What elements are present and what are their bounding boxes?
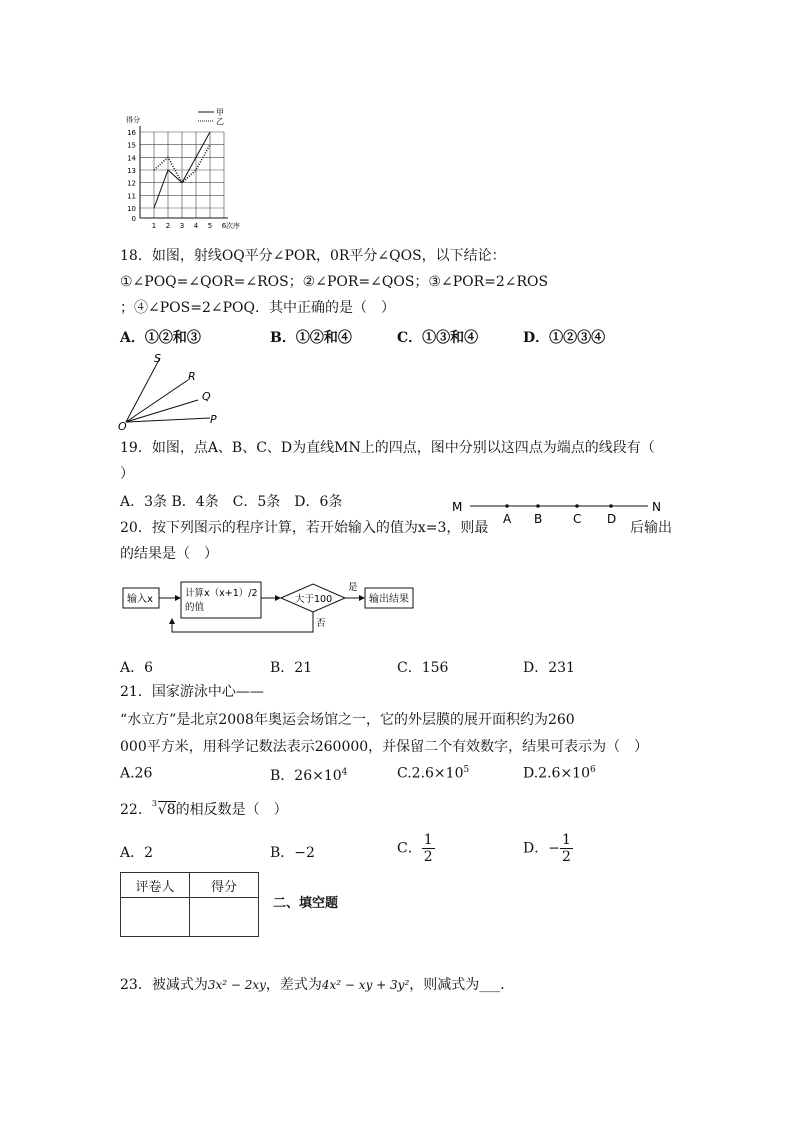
score-table-col1: 评卷人 xyxy=(121,873,190,898)
angle-figure xyxy=(118,352,228,432)
q22-option-a: A．2 xyxy=(120,845,154,861)
y-tick-label: 16 xyxy=(127,129,136,137)
legend-label: 甲 xyxy=(216,108,224,117)
label-m: M xyxy=(452,500,463,514)
flow-compute-2: 的值 xyxy=(185,602,205,613)
q19-options: A．3条 B．4条 C．5条 D．6条 xyxy=(120,494,343,510)
flow-no: 否 xyxy=(316,618,326,629)
q19-line1: 19．如图，点A、B、C、D为直线MN上的四点，图中分别以这四点为端点的线段有（ xyxy=(120,440,655,456)
q20-option-d: D．231 xyxy=(523,660,575,676)
q18-option-d: D．①②③④ xyxy=(523,330,606,346)
x-tick-label: 1 xyxy=(151,222,157,230)
label-q: Q xyxy=(202,390,211,403)
q21-option-b: B．$26\times 10^4$ xyxy=(270,767,348,784)
y-tick-label: 0 xyxy=(131,215,136,223)
section-title: 二、填空题 xyxy=(273,896,339,911)
label-b: B xyxy=(534,512,543,526)
q18-line1: 18．如图，射线OQ平分∠POR，0R平分∠QOS，以下结论： xyxy=(120,248,506,264)
q20-option-c: C．156 xyxy=(397,660,449,676)
q19-line2: ） xyxy=(120,466,134,482)
q18-option-a: A．①②和③ xyxy=(120,330,201,346)
q21-line2: “水立方”是北京2008年奥运会场馆之一，它的外层膜的展开面积约为260 xyxy=(120,712,575,728)
q22-option-d: D．− $\frac{1}{2}$ xyxy=(523,832,571,865)
chart-axes xyxy=(140,126,228,218)
q22-stem: 22． 3 √8的相反数是（ ） xyxy=(120,799,288,818)
y-tick-label: 10 xyxy=(127,205,136,213)
label-p: P xyxy=(210,413,217,426)
q18-line2: ①∠POQ=∠QOR=∠ROS；②∠POR=∠QOS；③∠POR=2∠ROS xyxy=(120,274,549,290)
q23-line: 23．被减式为3x² − 2xy，差式为4x² − xy + 3y²，则减式为___． xyxy=(120,977,515,993)
label-r: R xyxy=(188,370,196,383)
y-axis-label: 得分 xyxy=(126,116,140,124)
label-n: N xyxy=(652,500,661,514)
q21-option-c: $C.2.6\times 10^5$ xyxy=(397,765,470,782)
q21-option-a: A.26 xyxy=(120,765,153,782)
chart-grid xyxy=(140,132,224,218)
q18-option-b: B．①②和④ xyxy=(270,330,352,346)
legend-label: 乙 xyxy=(216,117,224,126)
label-s: S xyxy=(154,352,161,365)
y-tick-label: 11 xyxy=(127,192,136,201)
flow-decision: 大于100 xyxy=(295,594,333,605)
score-table-cell-score xyxy=(190,898,259,937)
label-o: O xyxy=(118,420,127,432)
flow-yes: 是 xyxy=(348,582,358,593)
flow-input: 输入x xyxy=(127,594,153,605)
q20-option-a: A．6 xyxy=(120,660,154,676)
score-table xyxy=(120,872,259,937)
y-tick-label: 15 xyxy=(127,141,136,150)
y-tick-label: 13 xyxy=(127,167,136,175)
x-tick-label: 5 xyxy=(207,222,213,230)
flow-compute-1: 计算x（x+1）/2 xyxy=(185,588,258,599)
q18-option-c: C．①③和④ xyxy=(397,330,479,346)
x-tick-label: 3 xyxy=(179,222,185,230)
x-tick-label: 6 xyxy=(221,222,227,230)
label-d: D xyxy=(607,512,617,526)
q22-option-c: C． $\frac{1}{2}$ xyxy=(397,832,433,865)
q21-line3: 000平方米，用科学记数法表示260000，并保留二个有效数字，结果可表示为（ ） xyxy=(120,739,649,755)
q21-option-d: $D.2.6\times 10^6$ xyxy=(523,765,596,782)
q20-line1: 20．按下列图示的程序计算，若开始输入的值为x=3，则最 xyxy=(120,520,489,536)
y-tick-label: 12 xyxy=(127,179,136,188)
score-line-chart xyxy=(118,106,248,230)
x-tick-label: 4 xyxy=(193,222,199,230)
q20-option-b: B．21 xyxy=(270,660,313,676)
flowchart xyxy=(118,576,418,638)
label-c: C xyxy=(573,512,582,526)
x-axis-label: 次序 xyxy=(226,222,240,230)
score-table-col2: 得分 xyxy=(190,873,259,898)
score-table-cell-grader xyxy=(121,898,190,937)
flow-output: 输出结果 xyxy=(369,594,409,605)
y-tick-label: 14 xyxy=(127,154,136,163)
q20-line2: 的结果是（ ） xyxy=(120,546,218,562)
label-a: A xyxy=(503,512,512,526)
q21-line1: 21．国家游泳中心—— xyxy=(120,684,264,700)
q18-line3: ；④∠POS=2∠POQ．其中正确的是（ ） xyxy=(120,300,395,316)
x-tick-label: 2 xyxy=(165,222,171,230)
chart-labels xyxy=(126,108,240,230)
q20-line1-tail: 后输出 xyxy=(630,520,672,536)
q22-option-b: B．−2 xyxy=(270,845,315,861)
